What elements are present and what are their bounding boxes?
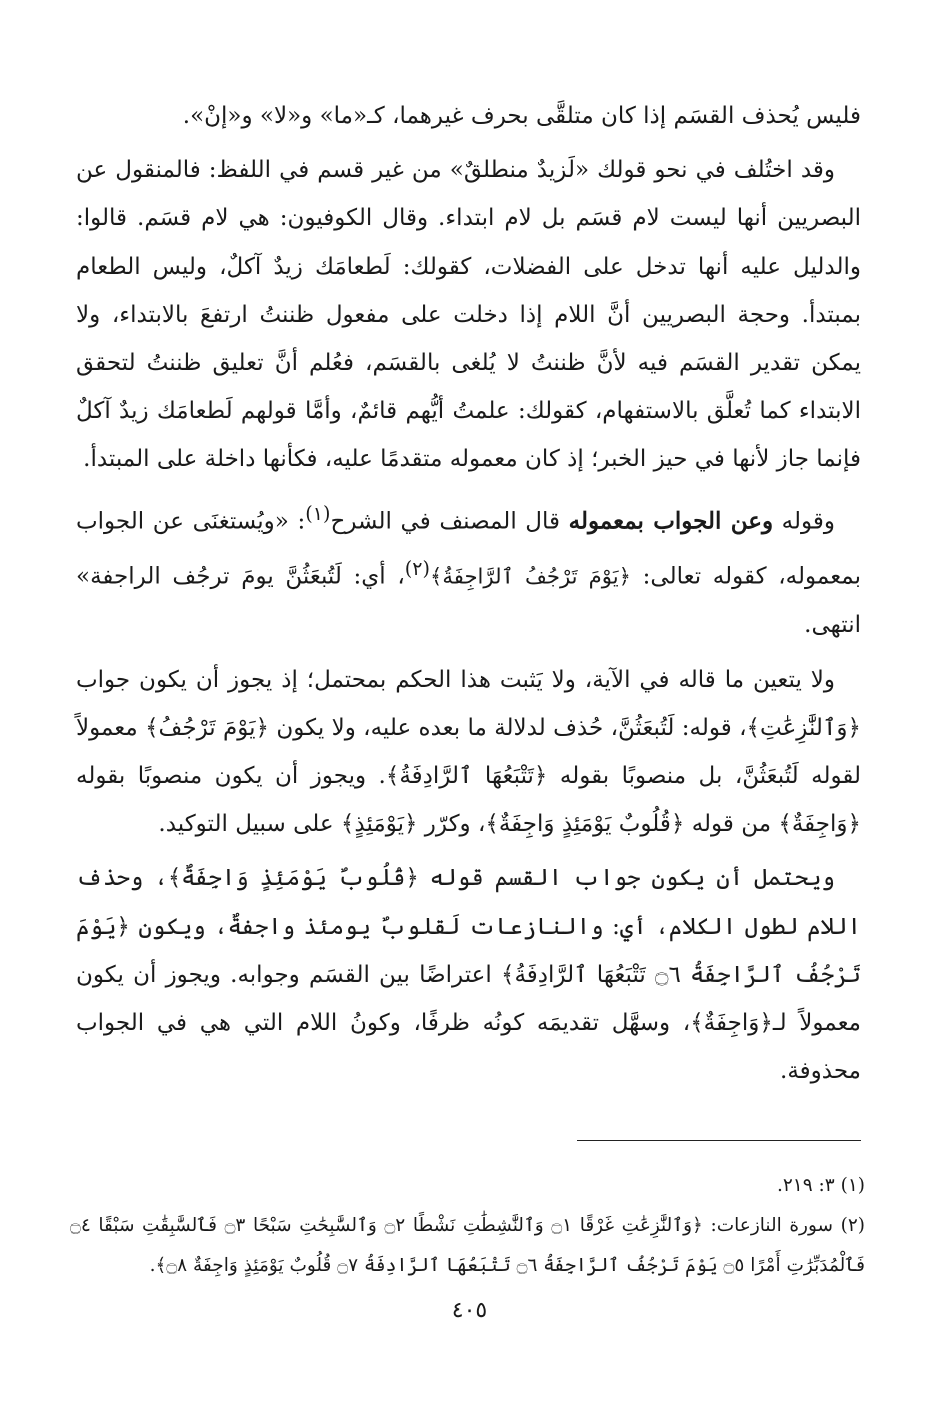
paragraph-2: وقد اختُلف في نحو قولك «لَزيدٌ منطلقٌ» من غير قسم في اللفظ: فالمنقول عن البصريين أنها ليست لام قسَم بل لام ابتداء. وقال الكوفيون: هي لام قسَم. قالوا: والدليل عليه أنها تدخل على الفضلات، كقولك: لَطعامَك زيدٌ آكلٌ، وليس الطعام بمبتدأ. وحجة البصريين أنَّ اللام إذا دخلت على مفعول ظننتُ ارتفعَ بالابتداء، ولا يمكن تقدير القسَم فيه لأنَّ ظننتُ لا يُلغى بالقسَم، فعُلم أنَّ تعليق ظننتُ لتحقق الابتداء كما تُعلَّق بالاستفهام، كقولك: علمتُ أيُّهم قائمٌ، وأمَّا قولهم لَطعامَك زيدٌ آكلٌ فإنما جاز لأنها في حيز الخبر؛ إذ كان معموله متقدمًا عليه، فكأنها داخلة على المبتدأ.	[76, 157, 861, 473]
main-text	[76, 92, 861, 1101]
paragraph-3-part-a: قال المصنف في الشرح	[330, 508, 569, 535]
quoted-heading: وعن الجواب بمعموله	[568, 507, 774, 535]
footnote-ref-1: (١)	[305, 501, 331, 525]
paragraph-3-part-c: ، أي: لَتُبعَثُنَّ يومَ ترجُف الراجفة» انتهى.	[76, 564, 861, 639]
footnote-1: (١) ٣: ٢١٩.	[776, 1175, 865, 1196]
paragraph-3-lead: وقوله	[773, 508, 836, 535]
page-number: ٤٠٥	[451, 1298, 488, 1323]
paragraph-1: فليس يُحذف القسَم إذا كان متلقَّى بحرف غيرهما، كـ«ما» و«لا» و«إنْ».	[182, 103, 861, 129]
footnote-ref-2: (٢)	[404, 557, 431, 581]
footnote-separator	[577, 1140, 861, 1141]
paragraph-3-part-b: : «ويُستغنَى عن الجواب بمعموله، كقوله تعالى:	[76, 508, 861, 591]
paragraph-4: ولا يتعين ما قاله في الآية، ولا يَثبت هذا الحكم بمحتمل؛ إذ يجوز أن يكون جواب ﴿وَٱلنَّٰزِعَٰتِ﴾، قوله: لَتُبعَثُنَّ، حُذف لدلالة ما بعده عليه، ولا يكون ﴿يَوْمَ تَرْجُفُ﴾ معمولاً لقوله لَتُبعَثُنَّ، بل منصوبًا بقوله ﴿تَتْبَعُهَا ٱلرَّادِفَةُ﴾. ويجوز أن يكون منصوبًا بقوله ﴿وَاجِفَةٌ﴾ من قوله ﴿قُلُوبٌ يَوْمَئِذٍ وَاجِفَةٌ﴾، وكرّر ﴿يَوْمَئِذٍ﴾ على سبيل التوكيد.	[76, 666, 861, 838]
paragraph-3	[76, 490, 861, 650]
quran-quote: ﴿يَوْمَ تَرْجُفُ ٱلرَّاجِفَةُ﴾	[430, 564, 631, 590]
paragraph-5: ويحتمل أن يكون جواب القسم قوله ﴿قُلُوبٌ يَوْمَئِذٍ وَاجِفَةٌ﴾، وحذف اللام لطول الكلام، أي: والنازعات لَقلوبٌ يومئذ واجفةٌ، ويكون ﴿يَوْمَ تَرْجُفُ ٱلرَّاجِفَةُ ۝٦ تَتْبَعُهَا ٱلرَّادِفَةُ﴾ اعتراضًا بين القسَم وجوابه. ويجوز أن يكون معمولاً لـ﴿وَاجِفَةٌ﴾، وسهَّل تقديمَه كونُه ظرفًا، وكونُ اللام التي هي في الجواب محذوفة.	[76, 865, 861, 1085]
footnotes	[70, 1166, 865, 1286]
footnote-2: (٢) سورة النازعات: ﴿وَٱلنَّٰزِعَٰتِ غَرْقًا ۝١ وَٱلنَّٰشِطَٰتِ نَشْطًا ۝٢ وَٱلسَّٰبِحَٰتِ سَبْحًا ۝٣ فَٱلسَّٰبِقَٰتِ سَبْقًا ۝٤ فَٱلْمُدَبِّرَٰتِ أَمْرًا ۝٥ يَوْمَ تَرْجُفُ ٱلرَّاجِفَةُ ۝٦ تَتْبَعُهَا ٱلرَّادِفَةُ ۝٧ قُلُوبٌ يَوْمَئِذٍ وَاجِفَةٌ ۝٨﴾.	[70, 1215, 865, 1276]
